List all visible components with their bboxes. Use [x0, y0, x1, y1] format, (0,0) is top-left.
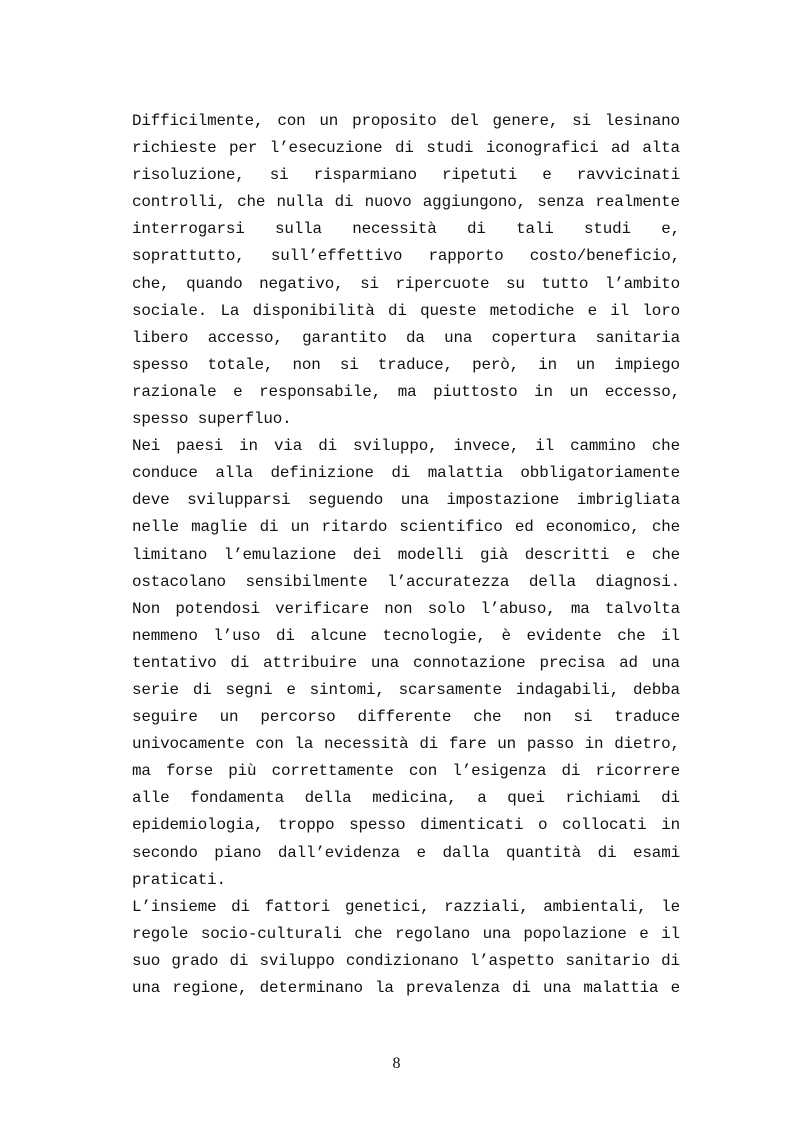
- word: dimenticati: [420, 816, 524, 835]
- word: regione,: [172, 979, 248, 997]
- word: e: [233, 382, 243, 401]
- word: sensibilmente: [245, 572, 368, 591]
- word: verificare: [275, 599, 370, 618]
- word: ritardo: [321, 518, 388, 537]
- word: un: [219, 708, 239, 727]
- word: del: [450, 112, 479, 130]
- text-line: [132, 596, 680, 623]
- word: di: [661, 789, 680, 808]
- word: sintomi,: [309, 680, 385, 699]
- word: scientifico: [399, 518, 503, 537]
- word: già: [479, 545, 509, 564]
- word: e: [587, 301, 597, 320]
- word: di: [467, 220, 486, 239]
- text-line: [132, 569, 680, 596]
- text-line: [132, 921, 680, 948]
- word: diagnosi.: [595, 572, 680, 591]
- text-line: [132, 948, 680, 975]
- word: regolano: [394, 924, 471, 943]
- word: genere,: [492, 112, 559, 130]
- word: interrogarsi: [132, 220, 245, 239]
- word: una: [482, 924, 511, 943]
- word: in: [661, 816, 680, 835]
- word: economico,: [545, 518, 640, 537]
- text-line: spesso superfluo.: [132, 410, 292, 429]
- word: studi: [583, 220, 631, 239]
- word: ma: [132, 762, 151, 781]
- word: precisa: [539, 653, 606, 672]
- word: piuttosto: [433, 382, 518, 401]
- text-line: [132, 623, 680, 650]
- word: di: [597, 843, 617, 862]
- word: sviluppo,: [353, 437, 438, 456]
- word: dalla: [442, 843, 490, 862]
- word: fondamenta: [190, 789, 285, 808]
- text-line: [132, 433, 680, 460]
- word: tentativo: [132, 653, 217, 672]
- word: una: [444, 328, 473, 347]
- word: Non: [132, 599, 161, 618]
- word: in: [239, 437, 258, 456]
- word: garantito: [302, 328, 387, 347]
- word: da: [405, 328, 425, 347]
- word: libero: [132, 328, 189, 347]
- word: socio-culturali: [200, 924, 342, 943]
- word: differente: [357, 708, 452, 727]
- word: l’aspetto: [469, 951, 555, 970]
- word: della: [304, 789, 352, 808]
- word: talvolta: [604, 599, 680, 618]
- word: tecnologie,: [382, 626, 486, 645]
- word: e: [670, 979, 680, 997]
- word: l’emulazione: [223, 545, 337, 564]
- word: di: [387, 301, 407, 320]
- word: Nei: [132, 437, 161, 456]
- word: condizionano: [345, 951, 459, 970]
- word: loro: [642, 301, 680, 320]
- word: paesi: [176, 437, 224, 456]
- word: di: [231, 897, 250, 916]
- word: richiami: [565, 789, 641, 808]
- word: più: [228, 762, 257, 781]
- word: aggiungono,: [422, 193, 527, 212]
- text-line: [132, 542, 680, 569]
- word: che: [651, 518, 680, 537]
- word: soprattutto,: [132, 247, 245, 266]
- word: in: [534, 382, 553, 401]
- text-line: [132, 514, 680, 541]
- word: conduce: [132, 464, 198, 483]
- word: realmente: [595, 193, 680, 212]
- word: potendosi: [175, 599, 260, 618]
- word: prevalenza: [405, 979, 500, 997]
- word: una: [370, 653, 400, 672]
- word: il: [610, 301, 630, 320]
- word: dietro,: [614, 735, 680, 754]
- word: il: [535, 437, 555, 456]
- word: e: [639, 924, 649, 943]
- text-line: [132, 108, 680, 135]
- word: della: [528, 572, 576, 591]
- word: evidente: [526, 626, 602, 645]
- word: indagabili,: [515, 680, 620, 699]
- text-line: [132, 189, 680, 216]
- word: necessità: [324, 735, 409, 754]
- word: l’ambito: [604, 274, 680, 293]
- word: si: [572, 112, 591, 130]
- word: genetici,: [344, 897, 430, 916]
- word: traduce: [614, 708, 680, 727]
- word: fattori: [264, 897, 331, 916]
- word: si: [573, 708, 593, 727]
- word: il: [661, 626, 680, 645]
- word: piano: [214, 843, 262, 862]
- text-line: [132, 135, 680, 162]
- word: che: [617, 626, 646, 645]
- word: si: [339, 355, 359, 374]
- text-line: [132, 379, 680, 406]
- word: nelle: [132, 518, 179, 537]
- word: impiego: [614, 355, 680, 374]
- text-line: [132, 298, 680, 325]
- word: non: [384, 599, 413, 618]
- word: è: [501, 626, 511, 645]
- word: nuovo: [364, 193, 412, 212]
- word: una: [542, 979, 572, 997]
- word: con: [255, 735, 284, 754]
- word: l’accuratezza: [387, 572, 510, 591]
- word: una: [132, 979, 161, 997]
- word: popolazione: [523, 924, 627, 943]
- word: dall’evidenza: [277, 843, 400, 862]
- word: invece,: [453, 437, 520, 456]
- word: a: [477, 789, 487, 808]
- word: grado: [171, 951, 219, 970]
- word: univocamente: [132, 735, 245, 754]
- word: che,: [132, 274, 170, 293]
- word: modelli: [397, 545, 464, 564]
- text-line: [132, 840, 680, 867]
- word: costo/beneficio,: [529, 247, 680, 266]
- word: e: [625, 545, 636, 564]
- word: di: [192, 680, 212, 699]
- word: di: [334, 193, 354, 212]
- word: sviluppo: [259, 951, 335, 970]
- word: su: [505, 274, 525, 293]
- word: e,: [661, 220, 680, 239]
- word: non: [292, 355, 321, 374]
- word: una: [651, 653, 680, 672]
- word: alle: [132, 789, 170, 808]
- word: passo: [526, 735, 574, 754]
- word: per: [229, 139, 258, 158]
- word: si: [360, 274, 379, 293]
- word: un: [319, 112, 339, 130]
- word: sulla: [274, 220, 322, 239]
- word: deve: [132, 491, 170, 510]
- word: spesso: [132, 355, 189, 374]
- word: necessità: [352, 220, 437, 239]
- word: impostazione: [446, 491, 560, 510]
- word: che: [354, 924, 383, 943]
- word: malattia: [427, 464, 503, 483]
- word: copertura: [491, 328, 577, 347]
- word: tutto: [541, 274, 589, 293]
- word: di: [276, 626, 295, 645]
- word: il: [661, 924, 680, 943]
- word: lesinano: [604, 112, 680, 130]
- word: di: [391, 464, 411, 483]
- word: una: [400, 491, 429, 510]
- word: traduce,: [377, 355, 453, 374]
- word: quantità: [505, 843, 582, 862]
- text-line: [132, 812, 680, 839]
- word: le: [661, 897, 680, 916]
- word: di: [230, 653, 250, 672]
- word: studi: [426, 139, 474, 158]
- text-line: [132, 731, 680, 758]
- word: con: [408, 762, 438, 781]
- word: Difficilmente,: [132, 112, 264, 130]
- word: epidemiologia,: [132, 816, 264, 835]
- word: sociale.: [132, 301, 208, 320]
- word: dei: [352, 545, 382, 564]
- word: fare: [448, 735, 487, 754]
- word: ma: [570, 599, 590, 618]
- word: segni: [225, 680, 273, 699]
- page-number: 8: [392, 1055, 401, 1072]
- word: l’esecuzione: [269, 139, 383, 158]
- word: razionale: [132, 382, 217, 401]
- word: definizione: [270, 464, 374, 483]
- word: troppo: [278, 816, 335, 835]
- word: non: [523, 708, 552, 727]
- word: di: [561, 762, 581, 781]
- word: connotazione: [412, 653, 526, 672]
- text-line: [132, 758, 680, 785]
- word: ripetuti: [442, 166, 518, 185]
- word: attribuire: [263, 653, 357, 672]
- word: serie: [132, 680, 179, 699]
- word: ravvicinati: [576, 166, 680, 185]
- word: nemmeno: [132, 626, 198, 645]
- word: la: [375, 979, 394, 997]
- word: però,: [472, 355, 520, 374]
- word: tali: [516, 220, 554, 239]
- word: secondo: [132, 843, 198, 862]
- word: ostacolano: [132, 572, 226, 591]
- word: queste: [420, 301, 477, 320]
- word: metodiche: [489, 301, 575, 320]
- word: medicina,: [372, 789, 457, 808]
- word: e: [416, 843, 426, 862]
- word: percorso: [260, 708, 336, 727]
- text-line: [132, 162, 680, 189]
- word: l’uso: [213, 626, 261, 645]
- word: sull’effettivo: [270, 247, 403, 266]
- word: ad: [611, 139, 630, 158]
- word: L’insieme: [132, 897, 217, 916]
- word: senza: [537, 193, 585, 212]
- word: di: [259, 518, 279, 537]
- word: suo: [132, 951, 161, 970]
- word: che: [473, 708, 502, 727]
- text-line: [132, 704, 680, 731]
- word: con: [277, 112, 306, 130]
- word: esami: [633, 843, 680, 862]
- word: rapporto: [428, 247, 504, 266]
- word: La: [220, 301, 240, 320]
- word: un: [497, 735, 517, 754]
- word: via: [273, 437, 303, 456]
- word: proposito: [352, 112, 437, 130]
- word: alta: [642, 139, 680, 158]
- word: ed: [514, 518, 534, 537]
- word: che: [651, 437, 680, 456]
- word: malattia: [583, 979, 659, 997]
- word: un: [576, 355, 595, 374]
- word: determinano: [259, 979, 363, 997]
- word: disponibilità: [252, 301, 375, 320]
- word: che: [651, 545, 680, 564]
- word: risoluzione,: [132, 166, 245, 185]
- word: eccesso,: [604, 382, 680, 401]
- word: di: [661, 951, 680, 970]
- word: descritti: [524, 545, 610, 564]
- word: ambientali,: [543, 897, 647, 916]
- word: la: [294, 735, 314, 754]
- word: ma: [397, 382, 417, 401]
- word: quando: [186, 274, 243, 293]
- word: si: [269, 166, 289, 185]
- word: cammino: [570, 437, 636, 456]
- body-text: [132, 108, 680, 1002]
- text-line: [132, 975, 680, 1002]
- word: accesso,: [207, 328, 283, 347]
- text-line: [132, 271, 680, 298]
- word: iconografici: [485, 139, 599, 158]
- text-line: [132, 216, 680, 243]
- text-line: [132, 650, 680, 677]
- word: debba: [632, 680, 680, 699]
- word: ripercuote: [395, 274, 490, 293]
- word: maglie: [191, 518, 248, 537]
- word: di: [512, 979, 531, 997]
- text-line: [132, 352, 680, 379]
- word: forse: [166, 762, 213, 781]
- word: alcune: [310, 626, 367, 645]
- word: e: [542, 166, 552, 185]
- word: correttamente: [271, 762, 394, 781]
- text-line: praticati.: [132, 870, 226, 889]
- word: e: [286, 680, 296, 699]
- text-line: [132, 460, 680, 487]
- word: razziali,: [444, 897, 529, 916]
- text-line: [132, 325, 680, 352]
- text-line: [132, 487, 680, 514]
- text-line: [132, 894, 680, 921]
- word: risparmiano: [313, 166, 417, 185]
- word: obbligatoriamente: [520, 464, 680, 483]
- text-line: [132, 785, 680, 812]
- word: nulla: [276, 193, 324, 212]
- word: che: [237, 193, 266, 212]
- word: solo: [427, 599, 466, 618]
- word: responsabile,: [259, 382, 382, 401]
- word: in: [538, 355, 558, 374]
- text-line: [132, 243, 680, 270]
- word: limitano: [132, 545, 208, 564]
- word: un: [569, 382, 589, 401]
- word: totale,: [207, 355, 274, 374]
- word: negativo,: [259, 274, 344, 293]
- word: ad: [619, 653, 638, 672]
- word: imbrigliata: [576, 491, 680, 510]
- word: spesso: [349, 816, 406, 835]
- word: o: [538, 816, 548, 835]
- word: seguire: [132, 708, 198, 727]
- word: scarsamente: [398, 680, 502, 699]
- word: seguendo: [308, 491, 384, 510]
- word: in: [584, 735, 604, 754]
- word: l’esigenza: [452, 762, 547, 781]
- word: richieste: [132, 139, 217, 158]
- word: un: [290, 518, 310, 537]
- word: svilupparsi: [187, 491, 291, 510]
- word: regole: [132, 924, 189, 943]
- word: alla: [215, 464, 253, 483]
- word: collocati: [562, 816, 647, 835]
- word: ricorrere: [595, 762, 680, 781]
- word: di: [229, 951, 249, 970]
- word: di: [419, 735, 439, 754]
- word: quei: [507, 789, 545, 808]
- word: sanitaria: [595, 328, 680, 347]
- text-line: [132, 677, 680, 704]
- word: controlli,: [132, 193, 226, 212]
- word: di: [394, 139, 414, 158]
- word: sanitario: [565, 951, 650, 970]
- word: l’abuso,: [480, 599, 556, 618]
- word: di: [318, 437, 337, 456]
